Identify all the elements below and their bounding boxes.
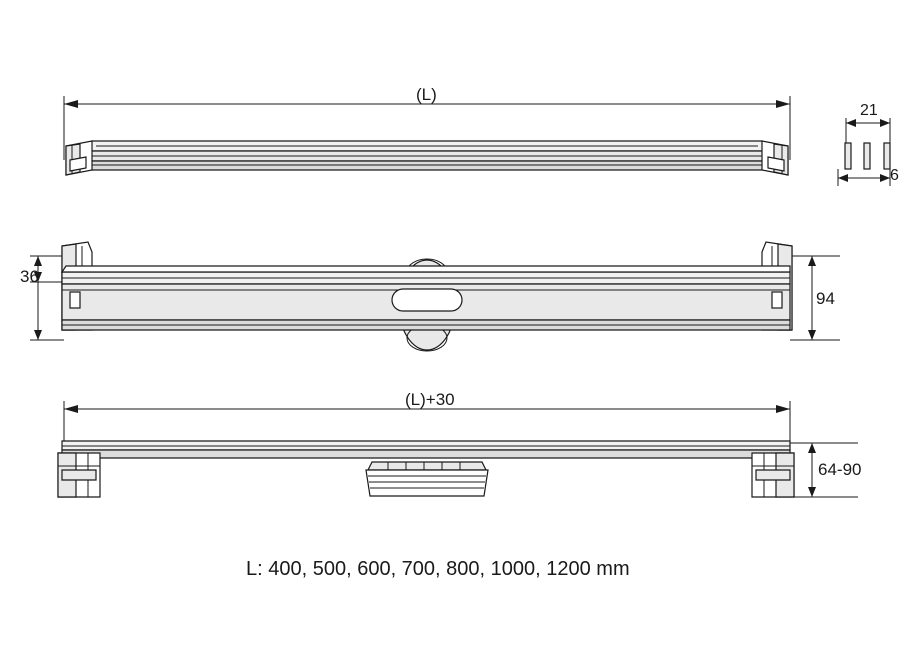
dimension-label-height-94: 94 [816, 289, 835, 308]
dimension-label-detail-thickness: 6 [890, 167, 899, 184]
front-view-group [30, 242, 840, 351]
top-view-group [64, 96, 790, 175]
length-options-caption: L: 400, 500, 600, 700, 800, 1000, 1200 mm [246, 558, 630, 580]
dimension-label-length-top: (L) [416, 85, 437, 104]
dimension-label-height-36: 36 [20, 267, 39, 286]
side-detail-group [838, 118, 890, 186]
dimension-label-length-bottom: (L)+30 [405, 390, 455, 409]
dimension-label-detail-width: 21 [860, 102, 878, 119]
dimension-label-height-adjust: 64-90 [818, 460, 862, 479]
bottom-view-group [58, 401, 858, 497]
